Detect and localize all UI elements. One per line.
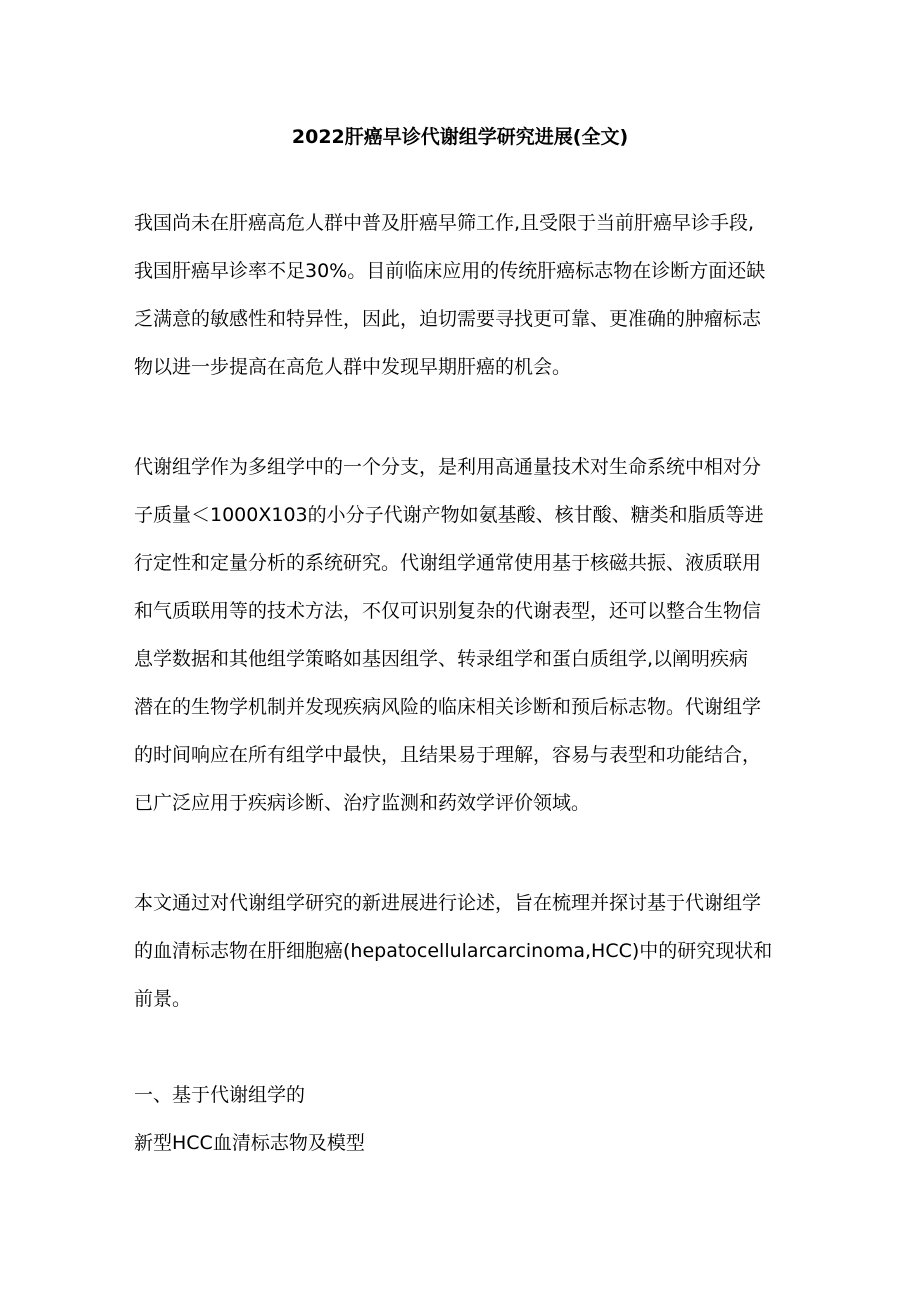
paragraph-line: 我国肝癌早诊率不足30%。目前临床应用的传统肝癌标志物在诊断方面还缺 (134, 260, 766, 282)
section-heading-continued (134, 1119, 794, 1167)
paragraph-line: 和气质联用等的技术方法，不仅可识别复杂的代谢表型，还可以整合生物信 (134, 600, 762, 622)
paragraph-line: 本文通过对代谢组学研究的新进展进行论述，旨在梳理并探讨基于代谢组学 (134, 892, 762, 914)
paragraph-line: 的时间响应在所有组学中最快，且结果易于理解，容易与表型和功能结合， (134, 744, 762, 766)
paragraph-line: 乏满意的敏感性和特异性，因此，迫切需要寻找更可靠、更准确的肿瘤标志 (134, 308, 762, 330)
paragraph-line: 的血清标志物在肝细胞癌(hepatocellularcarcinoma,HCC)中的研究现状和 (134, 940, 773, 962)
document-title: 2022肝癌早诊代谢组学研究进展(全文) (291, 126, 629, 148)
paragraph-line: 我国尚未在肝癌高危人群中普及肝癌早筛工作,且受限于当前肝癌早诊手段, (134, 212, 755, 234)
paragraph-line: 已广泛应用于疾病诊断、治疗监测和药效学评价领域。 (134, 792, 591, 814)
paragraph-line: 息学数据和其他组学策略如基因组学、转录组学和蛋白质组学,以阐明疾病 (134, 648, 749, 670)
paragraph-line: 潜在的生物学机制并发现疾病风险的临床相关诊断和预后标志物。代谢组学 (134, 696, 762, 718)
section-heading-line: 新型HCC血清标志物及模型 (134, 1132, 365, 1154)
paragraph-line: 物以进一步提高在高危人群中发现早期肝癌的机会。 (134, 356, 572, 378)
section-heading-line: 一、基于代谢组学的 (134, 1084, 306, 1106)
paragraph-intro (134, 199, 794, 391)
paragraph-purpose (134, 879, 794, 1023)
paragraph-line: 子质量＜1000X103的小分子代谢产物如氨基酸、核甘酸、糖类和脂质等进 (134, 504, 764, 526)
paragraph-line: 前景。 (134, 988, 192, 1010)
paragraph-line: 代谢组学作为多组学中的一个分支，是利用高通量技术对生命系统中相对分 (134, 456, 762, 478)
section-heading (134, 1071, 794, 1119)
paragraph-line: 行定性和定量分析的系统研究。代谢组学通常使用基于核磁共振、液质联用 (134, 552, 762, 574)
paragraph-metabolomics (134, 443, 794, 827)
